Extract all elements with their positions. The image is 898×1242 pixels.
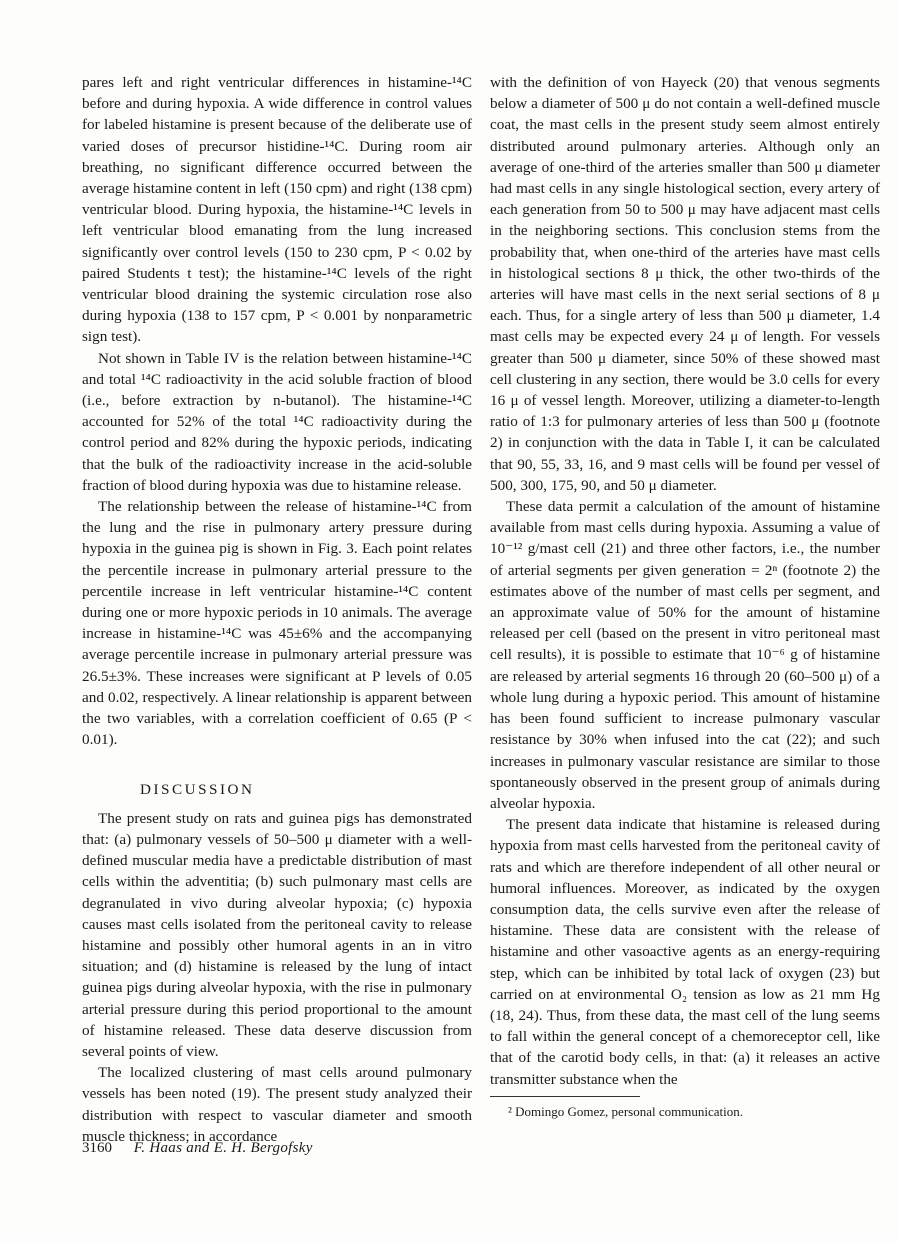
footnote: ² Domingo Gomez, personal communication. <box>508 1103 743 1119</box>
paragraph: pares left and right ventricular differences in histamine-¹⁴C before and during hypoxia. A wide difference in control values for labeled histamine is present because of the deliberate use of varied doses of precursor histidine-¹⁴C. During room air breathing, no significant difference occurred between the average histamine content in left (150 cpm) and right (138 cpm) ventricular blood. During hypoxia, the histamine-¹⁴C levels in left ventricular blood emanating from the lung increased significantly over control levels (150 to 230 cpm, P < 0.02 by paired Students t test); the histamine-¹⁴C levels of the right ventricular blood draining the systemic circulation rose also during hypoxia (138 to 157 cpm, P < 0.001 by nonparametric sign test). <box>82 74 472 346</box>
footnote-divider <box>490 1096 640 1097</box>
running-authors: F. Haas and E. H. Bergofsky <box>133 1140 313 1156</box>
paragraph: The relationship between the release of histamine-¹⁴C from the lung and the rise in pulmonary artery pressure during hypoxia in the guinea pig is shown in Fig. 3. Each point relates the percentile increase in pulmonary arterial pressure to the percentile increase in left ventricular histamine-¹⁴C content during one or more hypoxic periods in 10 animals. The average increase in histamine-¹⁴C was 45±6% and the accompanying average percentile increase in pulmonary arterial pressure was 26.5±3%. These increases were significant at P levels of 0.05 and 0.02, respectively. A linear relationship is apparent between the two variables, with a correlation coefficient of 0.65 (P < 0.01). <box>82 498 472 749</box>
paragraph: The present data indicate that histamine is released during hypoxia from mast cells harvested from the peritoneal cavity of rats and which are therefore independent of all other neural or humoral influences. Moreover, as indicated by the oxygen consumption data, the cells survive even after the release of histamine. These data are consistent with the release of histamine and other vasoactive agents as an energy-requiring step, which can be inhibited by total lack of oxygen (23) but carried on at environmental O₂ tension as low as 21 mm Hg (18, 24). Thus, from these data, the mast cell of the lung seems to fall within the general concept of a chemoreceptor cell, like that of the carotid body cells, in that: (a) it releases an active transmitter substance when the <box>490 816 880 1088</box>
section-heading: DISCUSSION <box>140 780 255 798</box>
paragraph: The present study on rats and guinea pigs has demonstrated that: (a) pulmonary vessels of 50–500 μ diameter with a well-defined muscular media have a predictable distribution of mast cells within the adventitia; (b) such pulmonary mast cells are degranulated in vivo during alveolar hypoxia; (c) hypoxia causes mast cells isolated from the peritoneal cavity to release histamine and possibly other humoral agents in an in vitro situation; and (d) histamine is released by the lung of intact guinea pigs during alveolar hypoxia, with the rise in pulmonary arterial pressure during this period proportional to the amount of histamine released. These data deserve discussion from several points of view. <box>82 809 472 1060</box>
right-column <box>490 72 880 1121</box>
page-footer <box>82 1140 313 1157</box>
paragraph: The localized clustering of mast cells around pulmonary vessels has been noted (19). The present study analyzed their distribution with respect to vascular diameter and smooth muscle thickness; in accordance <box>82 1064 472 1145</box>
page-number: 3160 <box>82 1140 112 1156</box>
left-column <box>82 72 472 1147</box>
paragraph: These data permit a calculation of the amount of histamine available from mast cells during hypoxia. Assuming a value of 10⁻¹² g/mast cell (21) and three other factors, i.e., the number of arterial segments per given generation = 2ⁿ (footnote 2) the estimates above of the number of mast cells per segment, and an approximate value of 50% for the amount of histamine released per cell (based on the present in vitro peritoneal mast cell results), it is possible to estimate that 10⁻⁶ g of histamine are released by arterial segments 16 through 20 (60–500 μ) of a whole lung during a hypoxic period. This amount of histamine has been found sufficient to increase pulmonary vascular resistance by 30% when infused into the cat (22); and such increases in pulmonary vascular resistance are similar to those spontaneously observed in the present group of animals during alveolar hypoxia. <box>490 498 880 812</box>
paragraph: Not shown in Table IV is the relation between histamine-¹⁴C and total ¹⁴C radioactivity in the acid soluble fraction of blood (i.e., before extraction by n-butanol). The histamine-¹⁴C accounted for 52% of the total ¹⁴C radioactivity during the control period and 82% during the hypoxic periods, indicating that the bulk of the radioactivity increase in the acid-soluble fraction of blood during hypoxia was due to histamine release. <box>82 349 472 494</box>
paragraph: with the definition of von Hayeck (20) that venous segments below a diameter of 500 μ do not contain a well-defined muscle coat, the mast cells in the present study seem almost entirely distributed around pulmonary arteries. Although only an average of one-third of the arteries smaller than 500 μ diameter had mast cells in any single histological section, every artery of each generation from 50 to 500 μ may have adjacent mast cells in the neighboring sections. This conclusion stems from the probability that, when one-third of the arteries have mast cells in histological sections 8 μ thick, the other two-thirds of the arteries will have mast cells in the next serial sections of 8 μ each. Thus, for a single artery of less than 500 μ diameter, 1.4 mast cells may be expected every 24 μ of length. For vessels greater than 500 μ diameter, since 50% of these showed mast cell clustering in any section, there would be 3.0 cells for every 16 μ of vessel length. Moreover, utilizing a diameter-to-length ratio of 1:3 for pulmonary arteries of less than 500 μ (footnote 2) in conjunction with the data in Table I, it can be calculated that 90, 55, 33, 16, and 9 mast cells will be found per vessel of 500, 300, 175, 90, and 50 μ diameter. <box>490 74 880 494</box>
